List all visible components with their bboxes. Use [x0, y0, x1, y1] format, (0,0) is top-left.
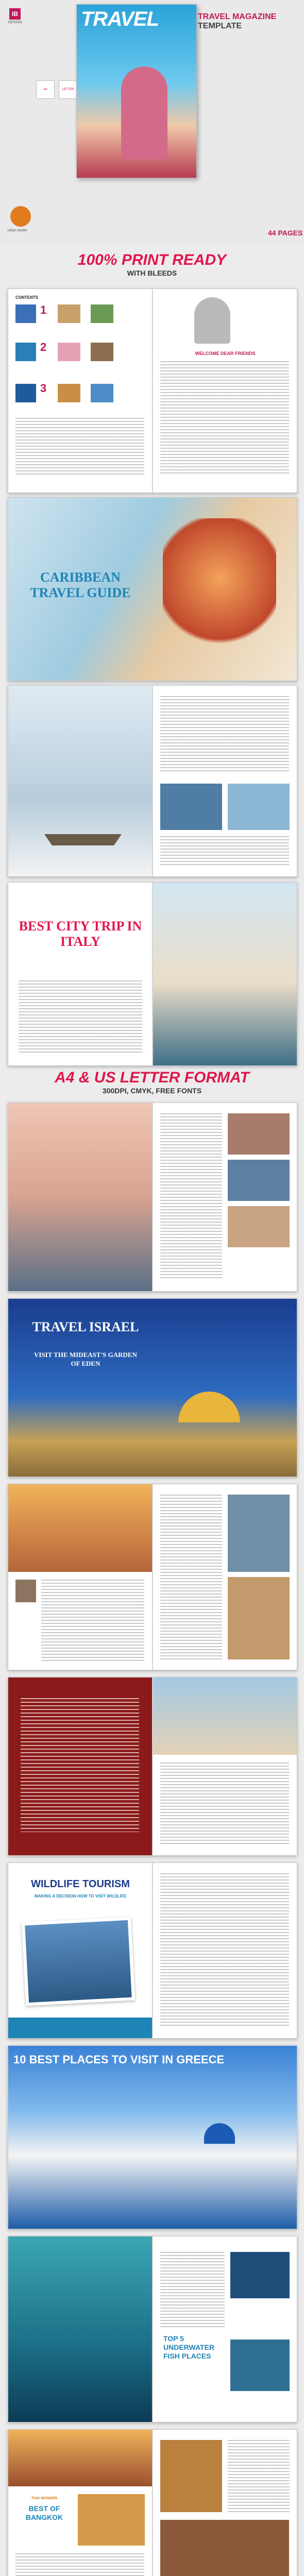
underwater-right	[153, 2236, 297, 2422]
toc-image	[91, 304, 113, 323]
italy-left	[8, 883, 152, 1065]
body-text	[160, 1762, 289, 1845]
article-photo	[160, 784, 222, 830]
author-photo	[15, 1580, 36, 1602]
spread-bangkok	[8, 2429, 297, 2576]
main-title	[198, 12, 304, 31]
body-text	[160, 836, 289, 867]
spread-greece	[8, 2045, 297, 2229]
santorini-image	[8, 2046, 297, 2229]
pages-count: 44 PAGES	[268, 229, 303, 237]
spread-venice	[8, 1103, 297, 1292]
article-photo	[78, 2494, 145, 2546]
welcome-page	[153, 289, 297, 493]
body-text	[41, 1580, 144, 1662]
venice-image	[153, 883, 297, 1065]
mini-card-letter: LETTER	[59, 80, 77, 99]
toc-num-3: 3	[40, 382, 47, 395]
bangkok-left	[8, 2430, 152, 2576]
toc-image	[15, 304, 36, 323]
body-text	[160, 2252, 225, 2329]
toc-num-1: 1	[40, 303, 47, 316]
venice-sunset-image	[8, 1103, 152, 1291]
bangkok-right	[153, 2430, 297, 2576]
body-text	[160, 1113, 222, 1278]
logo-sub: DESIGN	[8, 21, 22, 24]
cover-person-image	[121, 66, 167, 159]
spread-wildlife	[8, 1862, 297, 2039]
section-print-ready-sub: WITH BLEEDS	[127, 269, 177, 277]
israel-title: TRAVEL ISRAEL	[32, 1319, 139, 1334]
article-photo	[228, 1577, 290, 1659]
fish-school-image	[8, 2236, 152, 2422]
contents-page	[8, 289, 152, 493]
welcome-title: WELCOME DEAR FRIENDS	[195, 351, 256, 356]
contents-label: CONTENTS	[15, 295, 38, 300]
venice-left	[8, 1103, 152, 1291]
magazine-cover	[76, 4, 197, 178]
flower-image	[163, 518, 276, 652]
article-photo	[228, 1160, 290, 1201]
header-area	[0, 0, 304, 242]
spread-contents	[8, 289, 297, 493]
body-text	[160, 361, 289, 474]
spread-caribbean	[8, 497, 297, 681]
israel-subtitle: VISIT THE MIDEAST'S GARDEN OF EDEN	[34, 1351, 137, 1367]
quote-text	[21, 1698, 139, 1832]
quote-right	[153, 1677, 297, 1855]
section-format-title: A4 & US LETTER FORMAT	[55, 1069, 249, 1086]
israel-article-right	[153, 1484, 297, 1670]
spread-ships	[8, 685, 297, 877]
underwater-left	[8, 2236, 152, 2422]
toc-image	[15, 343, 36, 361]
logo-mark: IB	[9, 8, 21, 20]
toc-num-2: 2	[40, 341, 47, 353]
spread-israel-article	[8, 1484, 297, 1670]
editor-portrait	[194, 297, 230, 344]
article-photo	[230, 2252, 290, 2298]
ships-left	[8, 686, 152, 876]
temple-image	[8, 2430, 152, 2486]
wildlife-right	[153, 1863, 297, 2038]
spread-italy	[8, 882, 297, 1066]
toc-image	[58, 384, 80, 402]
wildlife-title: WILDLIFE TOURISM	[31, 1878, 130, 1890]
body-text	[160, 1495, 222, 1659]
article-photo	[160, 2440, 222, 2512]
body-text	[160, 1873, 289, 2028]
toc-image	[15, 384, 36, 402]
article-photo	[228, 784, 290, 830]
toc-image	[91, 343, 113, 361]
section-print-ready	[0, 251, 304, 277]
toc-image	[58, 343, 80, 361]
body-text	[15, 2553, 144, 2576]
spread-quote	[8, 1677, 297, 1856]
body-text	[15, 418, 144, 474]
landscape-image	[153, 1677, 297, 1755]
body-text	[228, 2440, 290, 2512]
article-photo	[228, 1495, 290, 1572]
bangkok-title: BEST OF BANGKOK	[25, 2504, 63, 2521]
wildlife-left	[8, 1863, 152, 2038]
greece-title: 10 BEST PLACES TO VISIT IN GREECE	[13, 2053, 225, 2066]
section-format	[0, 1069, 304, 1095]
title-pink: TRAVEL MAGAZINE	[198, 12, 277, 21]
blue-band	[8, 2018, 152, 2038]
spread-underwater	[8, 2236, 297, 2422]
body-text	[19, 980, 142, 1053]
ships-right	[153, 686, 297, 876]
caribbean-title: CARIBBEAN TRAVEL GUIDE	[30, 570, 131, 600]
underwater-title: TOP 5 UNDERWATER FISH PLACES	[163, 2334, 215, 2360]
article-photo	[160, 2520, 289, 2576]
bangkok-kicker: THAI WONDER	[31, 2497, 58, 2500]
mini-card-a4: A4	[36, 80, 55, 99]
brand-logo-icon	[10, 206, 31, 227]
cover-title: TRAVEL	[81, 8, 159, 30]
article-photo	[230, 2340, 290, 2391]
brand-name: urban studio	[7, 229, 27, 232]
article-photo	[228, 1113, 290, 1155]
israel-article-left	[8, 1484, 152, 1670]
seagull-image	[8, 686, 152, 876]
italy-title: BEST CITY TRIP IN ITALY	[19, 919, 142, 949]
wildlife-photo	[22, 1917, 135, 2006]
body-text	[160, 696, 289, 773]
article-photo	[228, 1206, 290, 1247]
quote-page	[8, 1677, 152, 1855]
italy-right	[153, 883, 297, 1065]
venice-right	[153, 1103, 297, 1291]
section-print-ready-title: 100% PRINT READY	[77, 251, 227, 268]
toc-image	[58, 304, 80, 323]
wildlife-subtitle: MAKING A DECISION HOW TO VISIT WILDLIFE	[35, 1894, 126, 1899]
spread-israel	[8, 1298, 297, 1477]
section-format-sub: 300DPI, CMYK, FREE FONTS	[102, 1087, 202, 1095]
title-grey: TEMPLATE	[198, 22, 242, 30]
toc-image	[91, 384, 113, 402]
sunset-city-image	[8, 1484, 152, 1572]
